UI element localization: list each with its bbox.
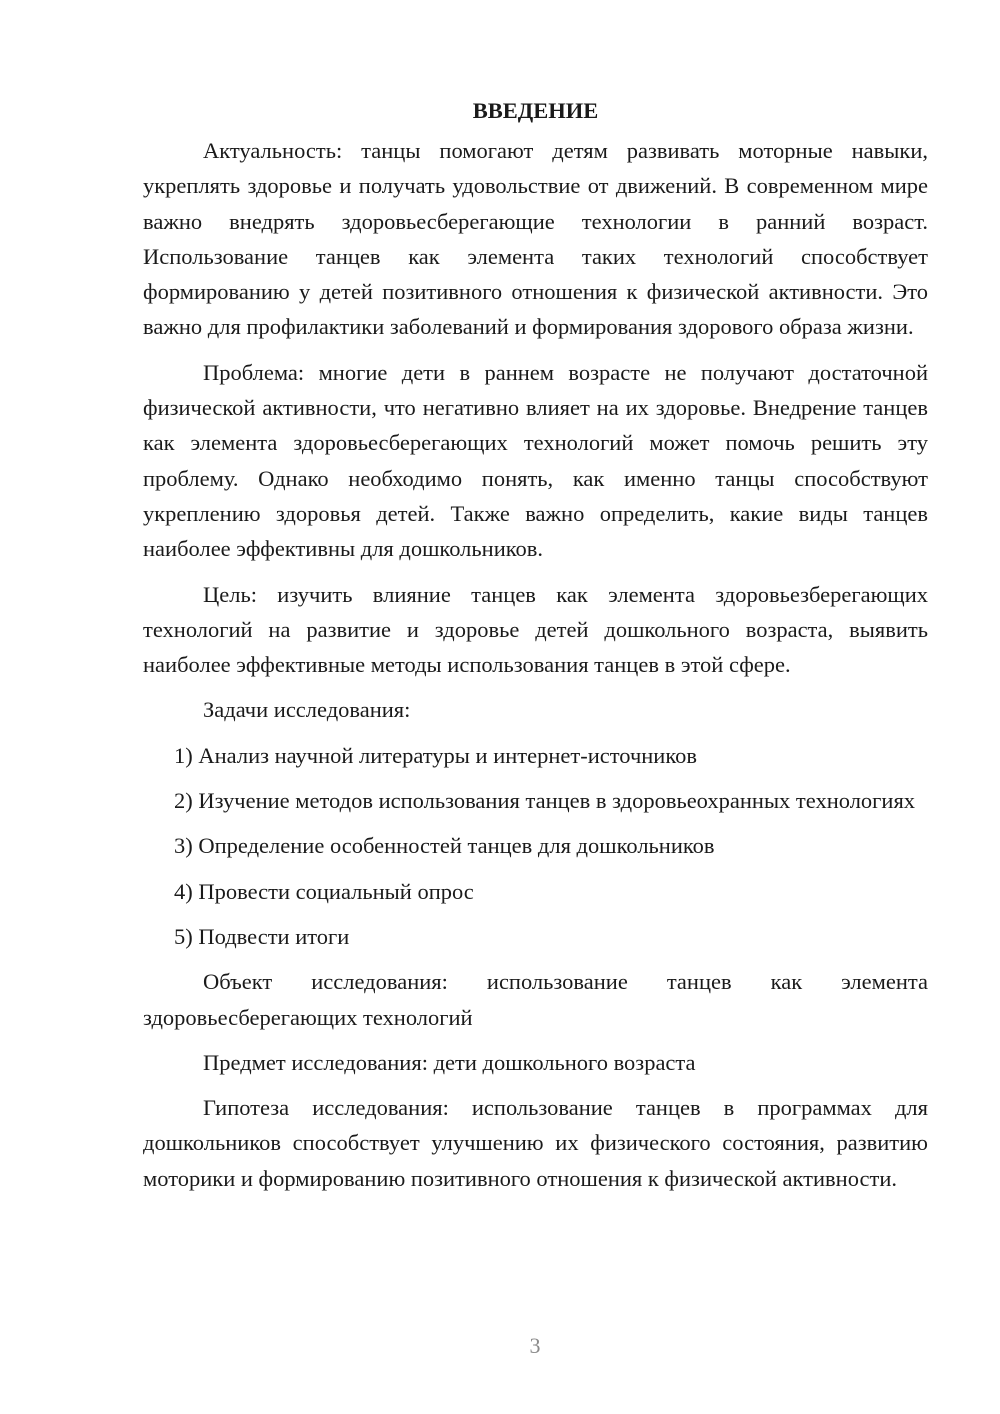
- task-item-4: 4) Провести социальный опрос: [174, 878, 474, 904]
- problem-paragraph: Проблема: многие дети в раннем возрасте не получают достаточной физической активности, что негативно влияет на их здоровье. Внедрение танцев как элемента здоровьесберегающих технологий может помочь решить эту проблему. Однако необходимо понять, как именно танцы способствуют укреплению здоровья детей. Также важно определить, какие виды танцев наиболее эффективны для дошкольников.: [143, 359, 928, 562]
- page-number: 3: [529, 1333, 541, 1358]
- task-item-3: 3) Определение особенностей танцев для дошкольников: [174, 833, 715, 859]
- task-item-5: 5) Подвести итоги: [174, 923, 350, 949]
- subject-paragraph: Предмет исследования: дети дошкольного возраста: [203, 1049, 696, 1075]
- section-heading: ВВЕДЕНИЕ: [472, 98, 599, 123]
- task-item-1: 1) Анализ научной литературы и интернет-источников: [174, 742, 698, 768]
- goal-paragraph: Цель: изучить влияние танцев как элемента здоровьезберегающих технологий на развитие и здоровье детей дошкольного возраста, выявить наиболее эффективные методы использования танцев в этой сфере.: [143, 581, 928, 678]
- task-item-2: 2) Изучение методов использования танцев в здоровьеохранных технологиях: [174, 788, 916, 814]
- document-body: [143, 95, 928, 1196]
- relevance-paragraph: Актуальность: танцы помогают детям развивать моторные навыки, укреплять здоровье и получать удовольствие от движений. В современном мире важно внедрять здоровьесберегающие технологии в ранний возраст. Использование танцев как элемента таких технологий способствует формированию у детей позитивного отношения к физической активности. Это важно для профилактики заболеваний и формирования здорового образа жизни.: [143, 138, 928, 340]
- object-paragraph: Объект исследования: использование танцев как элемента здоровьесберегающих технологий: [143, 969, 928, 1030]
- tasks-title: Задачи исследования:: [203, 697, 411, 723]
- hypothesis-paragraph: Гипотеза исследования: использование танцев в программах для дошкольников способствует улучшению их физического состояния, развитию моторики и формированию позитивного отношения к физической активности.: [143, 1095, 928, 1191]
